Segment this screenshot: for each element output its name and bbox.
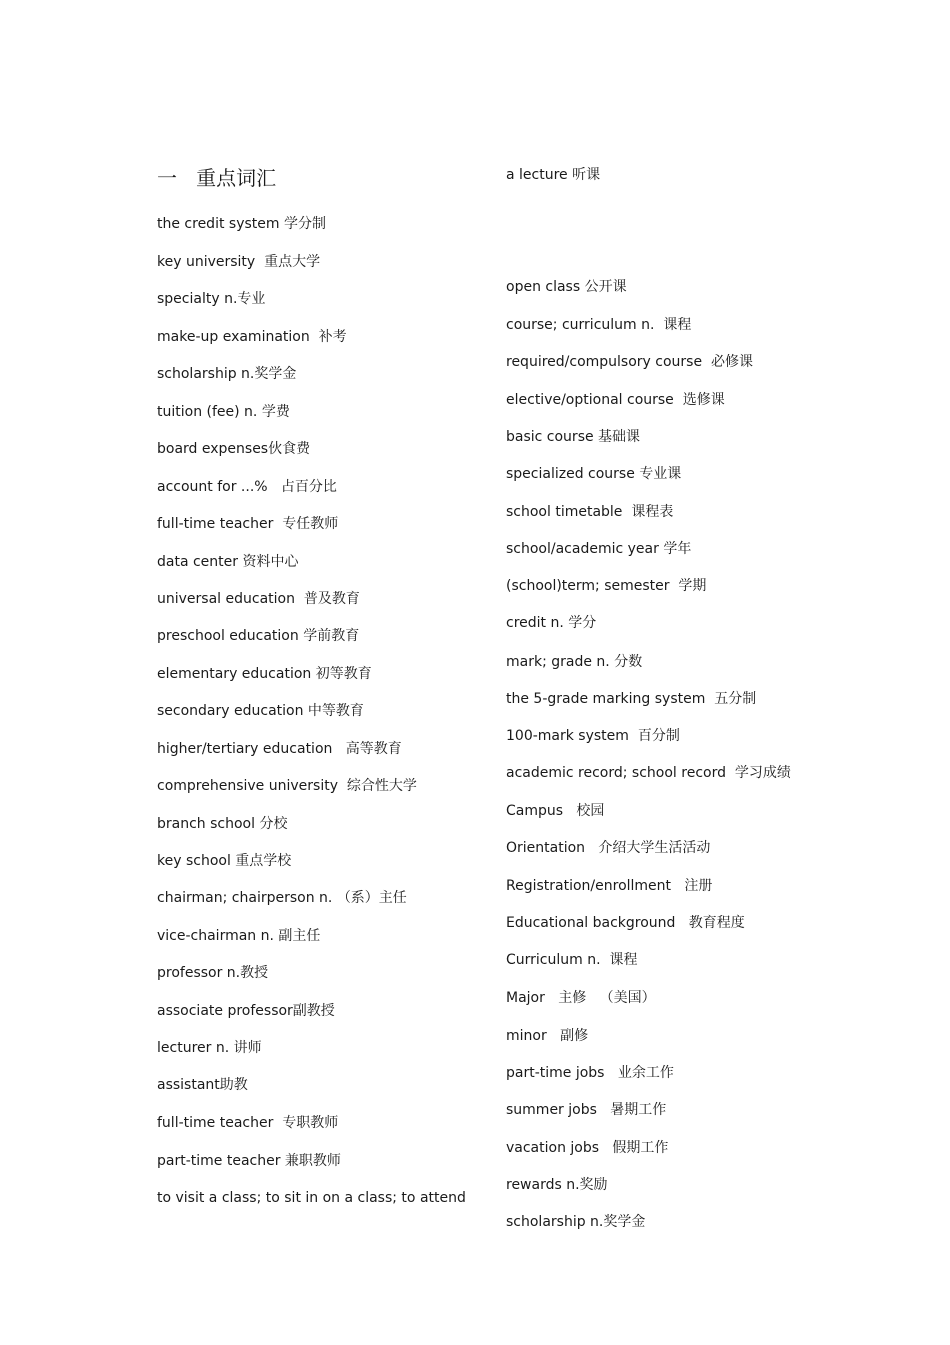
vocab-entry: associate professor副教授: [157, 1003, 335, 1019]
vocab-entry: Major 主修 （美国）: [506, 990, 656, 1006]
vocab-entry: academic record; school record 学习成绩: [506, 765, 791, 781]
vocab-entry: specialized course 专业课: [506, 466, 682, 482]
vocab-entry: basic course 基础课: [506, 429, 641, 445]
vocab-entry: key university 重点大学: [157, 254, 321, 270]
vocab-entry: mark; grade n. 分数: [506, 654, 643, 670]
vocab-entry: lecturer n. 讲师: [157, 1040, 262, 1056]
vocab-entry: school timetable 课程表: [506, 504, 674, 520]
vocab-entry: a lecture 听课: [506, 167, 601, 183]
vocab-entry: Campus 校园: [506, 803, 605, 819]
vocab-entry: professor n.教授: [157, 965, 269, 981]
vocab-entry: tuition (fee) n. 学费: [157, 404, 290, 420]
vocab-entry: chairman; chairperson n. （系）主任: [157, 890, 407, 906]
vocab-entry: key school 重点学校: [157, 853, 292, 869]
vocab-entry: part-time jobs 业余工作: [506, 1065, 674, 1081]
vocab-entry: vice-chairman n. 副主任: [157, 928, 321, 944]
vocab-entry: minor 副修: [506, 1028, 589, 1044]
vocab-entry: school/academic year 学年: [506, 541, 692, 557]
vocab-entry: course; curriculum n. 课程: [506, 317, 692, 333]
vocab-entry: preschool education 学前教育: [157, 628, 360, 644]
vocab-entry: summer jobs 暑期工作: [506, 1102, 667, 1118]
vocab-entry: rewards n.奖励: [506, 1177, 608, 1193]
vocab-entry: full-time teacher 专任教师: [157, 516, 339, 532]
vocab-entry: branch school 分校: [157, 816, 288, 832]
vocab-entry: Registration/enrollment 注册: [506, 878, 713, 894]
vocab-entry: scholarship n.奖学金: [157, 366, 297, 382]
vocab-entry: specialty n.专业: [157, 291, 266, 307]
vocab-entry: Educational background 教育程度: [506, 915, 745, 931]
vocab-entry: comprehensive university 综合性大学: [157, 778, 417, 794]
vocab-entry: elective/optional course 选修课: [506, 392, 725, 408]
vocab-entry: universal education 普及教育: [157, 591, 360, 607]
vocab-entry: data center 资料中心: [157, 554, 299, 570]
vocab-entry: assistant助教: [157, 1077, 248, 1093]
vocab-entry: to visit a class; to sit in on a class; to attend: [157, 1190, 466, 1206]
vocab-entry: scholarship n.奖学金: [506, 1214, 646, 1230]
vocab-entry: higher/tertiary education 高等教育: [157, 741, 402, 757]
vocab-entry: Orientation 介绍大学生活活动: [506, 840, 711, 856]
vocab-entry: vacation jobs 假期工作: [506, 1140, 669, 1156]
vocab-entry: full-time teacher 专职教师: [157, 1115, 339, 1131]
vocab-entry: the 5-grade marking system 五分制: [506, 691, 757, 707]
vocab-entry: board expenses伙食费: [157, 441, 311, 457]
section-heading: 一 重点词汇: [157, 166, 277, 190]
vocab-entry: account for ...% 占百分比: [157, 479, 337, 495]
vocab-entry: the credit system 学分制: [157, 216, 326, 232]
vocab-entry: credit n. 学分: [506, 615, 597, 631]
vocab-entry: 100-mark system 百分制: [506, 728, 680, 744]
vocab-entry: elementary education 初等教育: [157, 666, 372, 682]
vocab-entry: (school)term; semester 学期: [506, 578, 707, 594]
vocab-entry: part-time teacher 兼职教师: [157, 1153, 341, 1169]
vocab-entry: secondary education 中等教育: [157, 703, 364, 719]
vocab-entry: make-up examination 补考: [157, 329, 347, 345]
vocab-entry: Curriculum n. 课程: [506, 952, 638, 968]
vocab-entry: open class 公开课: [506, 279, 627, 295]
vocab-entry: required/compulsory course 必修课: [506, 354, 753, 370]
